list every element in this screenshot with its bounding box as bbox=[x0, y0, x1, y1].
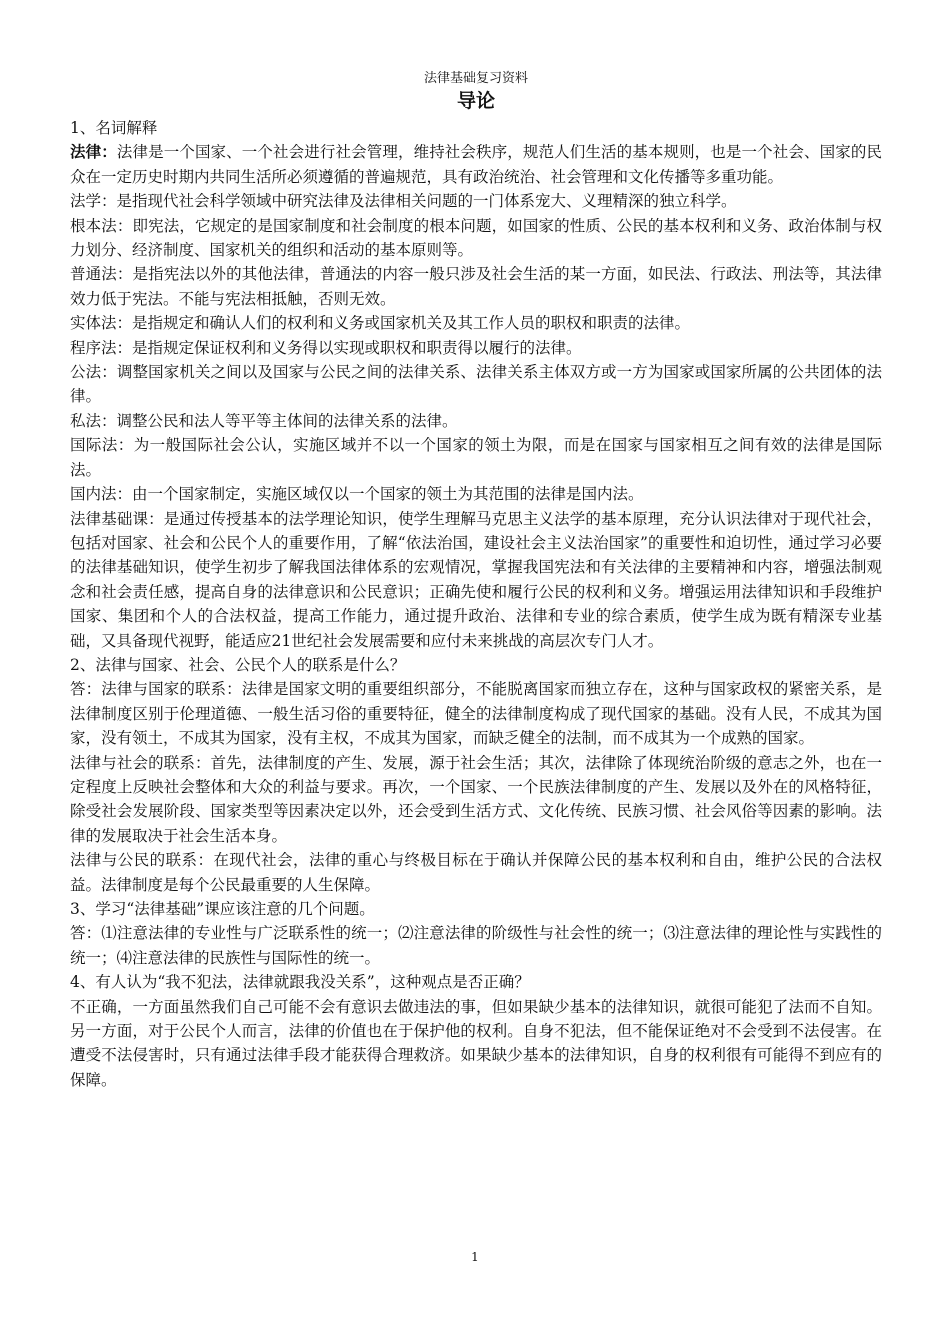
paragraph-text: 根本法：即宪法，它规定的是国家制度和社会制度的根本问题，如国家的性质、公民的基本权利和义务、政治体制与权力划分、经济制度、国家机关的组织和活动的基本原则等。 bbox=[70, 216, 882, 260]
paragraph bbox=[70, 921, 882, 970]
section-heading: 2、法律与国家、社会、公民个人的联系是什么？ bbox=[70, 655, 406, 674]
paragraph-text: 私法：调整公民和法人等平等主体间的法律关系的法律。 bbox=[70, 411, 458, 430]
document-page bbox=[70, 70, 882, 1092]
section-heading: 3、学习“法律基础”课应该注意的几个问题。 bbox=[70, 900, 375, 918]
paragraph bbox=[70, 995, 882, 1093]
paragraph-text: 法律与社会的联系：首先，法律制度的产生、发展，源于社会生活；其次，法律除了体现统治阶级的意志之外，也在一定程度上反映社会整体和大众的利益与要求。再次，一个国家、一个民族法律制度的产生、发展以及外在的风格特征，除受社会发展阶段、国家类型等因素决定以外，还会受到生活方式、文化传统、民族习惯、社会风俗等因素的影响。法律的发展取决于社会生活本身。 bbox=[70, 753, 882, 845]
paragraph bbox=[70, 409, 882, 433]
paragraph-text: 实体法：是指规定和确认人们的权利和义务或国家机关及其工作人员的职权和职责的法律。 bbox=[70, 314, 691, 333]
paragraph-text: 国际法：为一般国际社会公认，实施区域并不以一个国家的领土为限，而是在国家与国家相互之间有效的法律是国际法。 bbox=[70, 436, 882, 479]
paragraph-text: 答：法律与国家的联系：法律是国家文明的重要组织部分，不能脱离国家而独立存在，这种与国家政权的紧密关系，是法律制度区别于伦理道德、一般生活习俗的重要特征，健全的法律制度构成了现代国家的基础。没有人民，不成其为国家，没有领土，不成其为国家，没有主权，不成其为国家，而缺乏健全的法制，而不成其为一个成熟的国家。 bbox=[70, 680, 882, 748]
paragraph-text: 国内法：由一个国家制定，实施区域仅以一个国家的领土为其范围的法律是国内法。 bbox=[70, 485, 644, 504]
document-header: 法律基础复习资料 bbox=[423, 71, 528, 86]
paragraph bbox=[70, 262, 882, 311]
paragraph bbox=[70, 189, 882, 213]
page-number: 1 bbox=[471, 1250, 479, 1264]
paragraph-text: 不正确，一方面虽然我们自己可能不会有意识去做违法的事，但如果缺少基本的法律知识，就很可能犯了法而不自知。另一方面，对于公民个人而言，法律的价值也在于保护他的权利。自身不犯法，但不能保证绝对不会受到不法侵害。在遭受不法侵害时，只有通过法律手段才能获得合理救济。如果缺少基本的法律知识，自身的权利很有可能得不到应有的保障。 bbox=[70, 997, 882, 1089]
section-heading: 4、有人认为“我不犯法，法律就跟我没关系”，这种观点是否正确？ bbox=[70, 973, 530, 992]
term-label: 法律 bbox=[70, 142, 102, 162]
document-title: 导论 bbox=[456, 90, 495, 112]
paragraph-text: 法律与公民的联系：在现代社会，法律的重心与终极目标在于确认并保障公民的基本权利和自由，维护公民的合法权益。法律制度是每个公民最重要的人生保障。 bbox=[70, 851, 882, 894]
paragraph-text: 法律是一个国家、一个社会进行社会管理，维持社会秩序，规范人们生活的基本规则，也是一个社会、国家的民众在一定历史时期内共同生活所必须遵循的普遍规范，具有政治统治、社会管理和文化传播等多重功能。 bbox=[70, 143, 882, 186]
paragraph-text: 普通法：是指宪法以外的其他法律，普通法的内容一般只涉及社会生活的某一方面，如民法、行政法、刑法等，其法律效力低于宪法。不能与宪法相抵触，否则无效。 bbox=[70, 265, 882, 308]
paragraph bbox=[70, 360, 882, 409]
paragraph bbox=[70, 214, 882, 263]
paragraph bbox=[70, 751, 882, 849]
paragraph-text: 公法：调整国家机关之间以及国家与公民之间的法律关系、法律关系主体双方或一方为国家或国家所属的公共团体的法律。 bbox=[70, 363, 882, 406]
paragraph bbox=[70, 677, 882, 750]
paragraph bbox=[70, 482, 882, 506]
paragraph-text: 法学：是指现代社会科学领域中研究法律及法律相关问题的一门体系宠大、义理精深的独立科学。 bbox=[70, 192, 737, 211]
paragraph bbox=[70, 848, 882, 897]
document-content bbox=[70, 116, 882, 1092]
paragraph bbox=[70, 140, 882, 189]
paragraph bbox=[70, 507, 882, 653]
paragraph bbox=[70, 336, 882, 360]
section-heading: 1、名词解释 bbox=[70, 119, 158, 137]
paragraph bbox=[70, 433, 882, 482]
paragraph-text: 程序法：是指规定保证权利和义务得以实现或职权和职责得以履行的法律。 bbox=[70, 338, 582, 357]
paragraph-text: 答：⑴注意法律的专业性与广泛联系性的统一；⑵注意法律的阶级性与社会性的统一；⑶注意法律的理论性与实践性的统一；⑷注意法律的民族性与国际性的统一。 bbox=[70, 924, 882, 967]
paragraph bbox=[70, 311, 882, 335]
paragraph-text: 法律基础课：是通过传授基本的法学理论知识，使学生理解马克思主义法学的基本原理，充分认识法律对于现代社会，包括对国家、社会和公民个人的重要作用，了解“依法治国，建设社会主义法治国家”的重要性和迫切性，通过学习必要的法律基础知识，使学生初步了解我国法律体系的宏观情况，掌握我国宪法和有关法律的主要精神和内容，增强法制观念和社会责任感，提高自身的法律意识和公民意识；正确先使和履行公民的权利和义务。增强运用法律知识和手段维护国家、集团和个人的合法权益，提高工作能力，通过提升政治、法律和专业的综合素质，使学生成为既有精深专业基础，又具备现代视野，能适应21世纪社会发展需要和应付未来挑战的高层次专门人才。 bbox=[70, 509, 882, 650]
term-separator: ： bbox=[101, 142, 117, 162]
